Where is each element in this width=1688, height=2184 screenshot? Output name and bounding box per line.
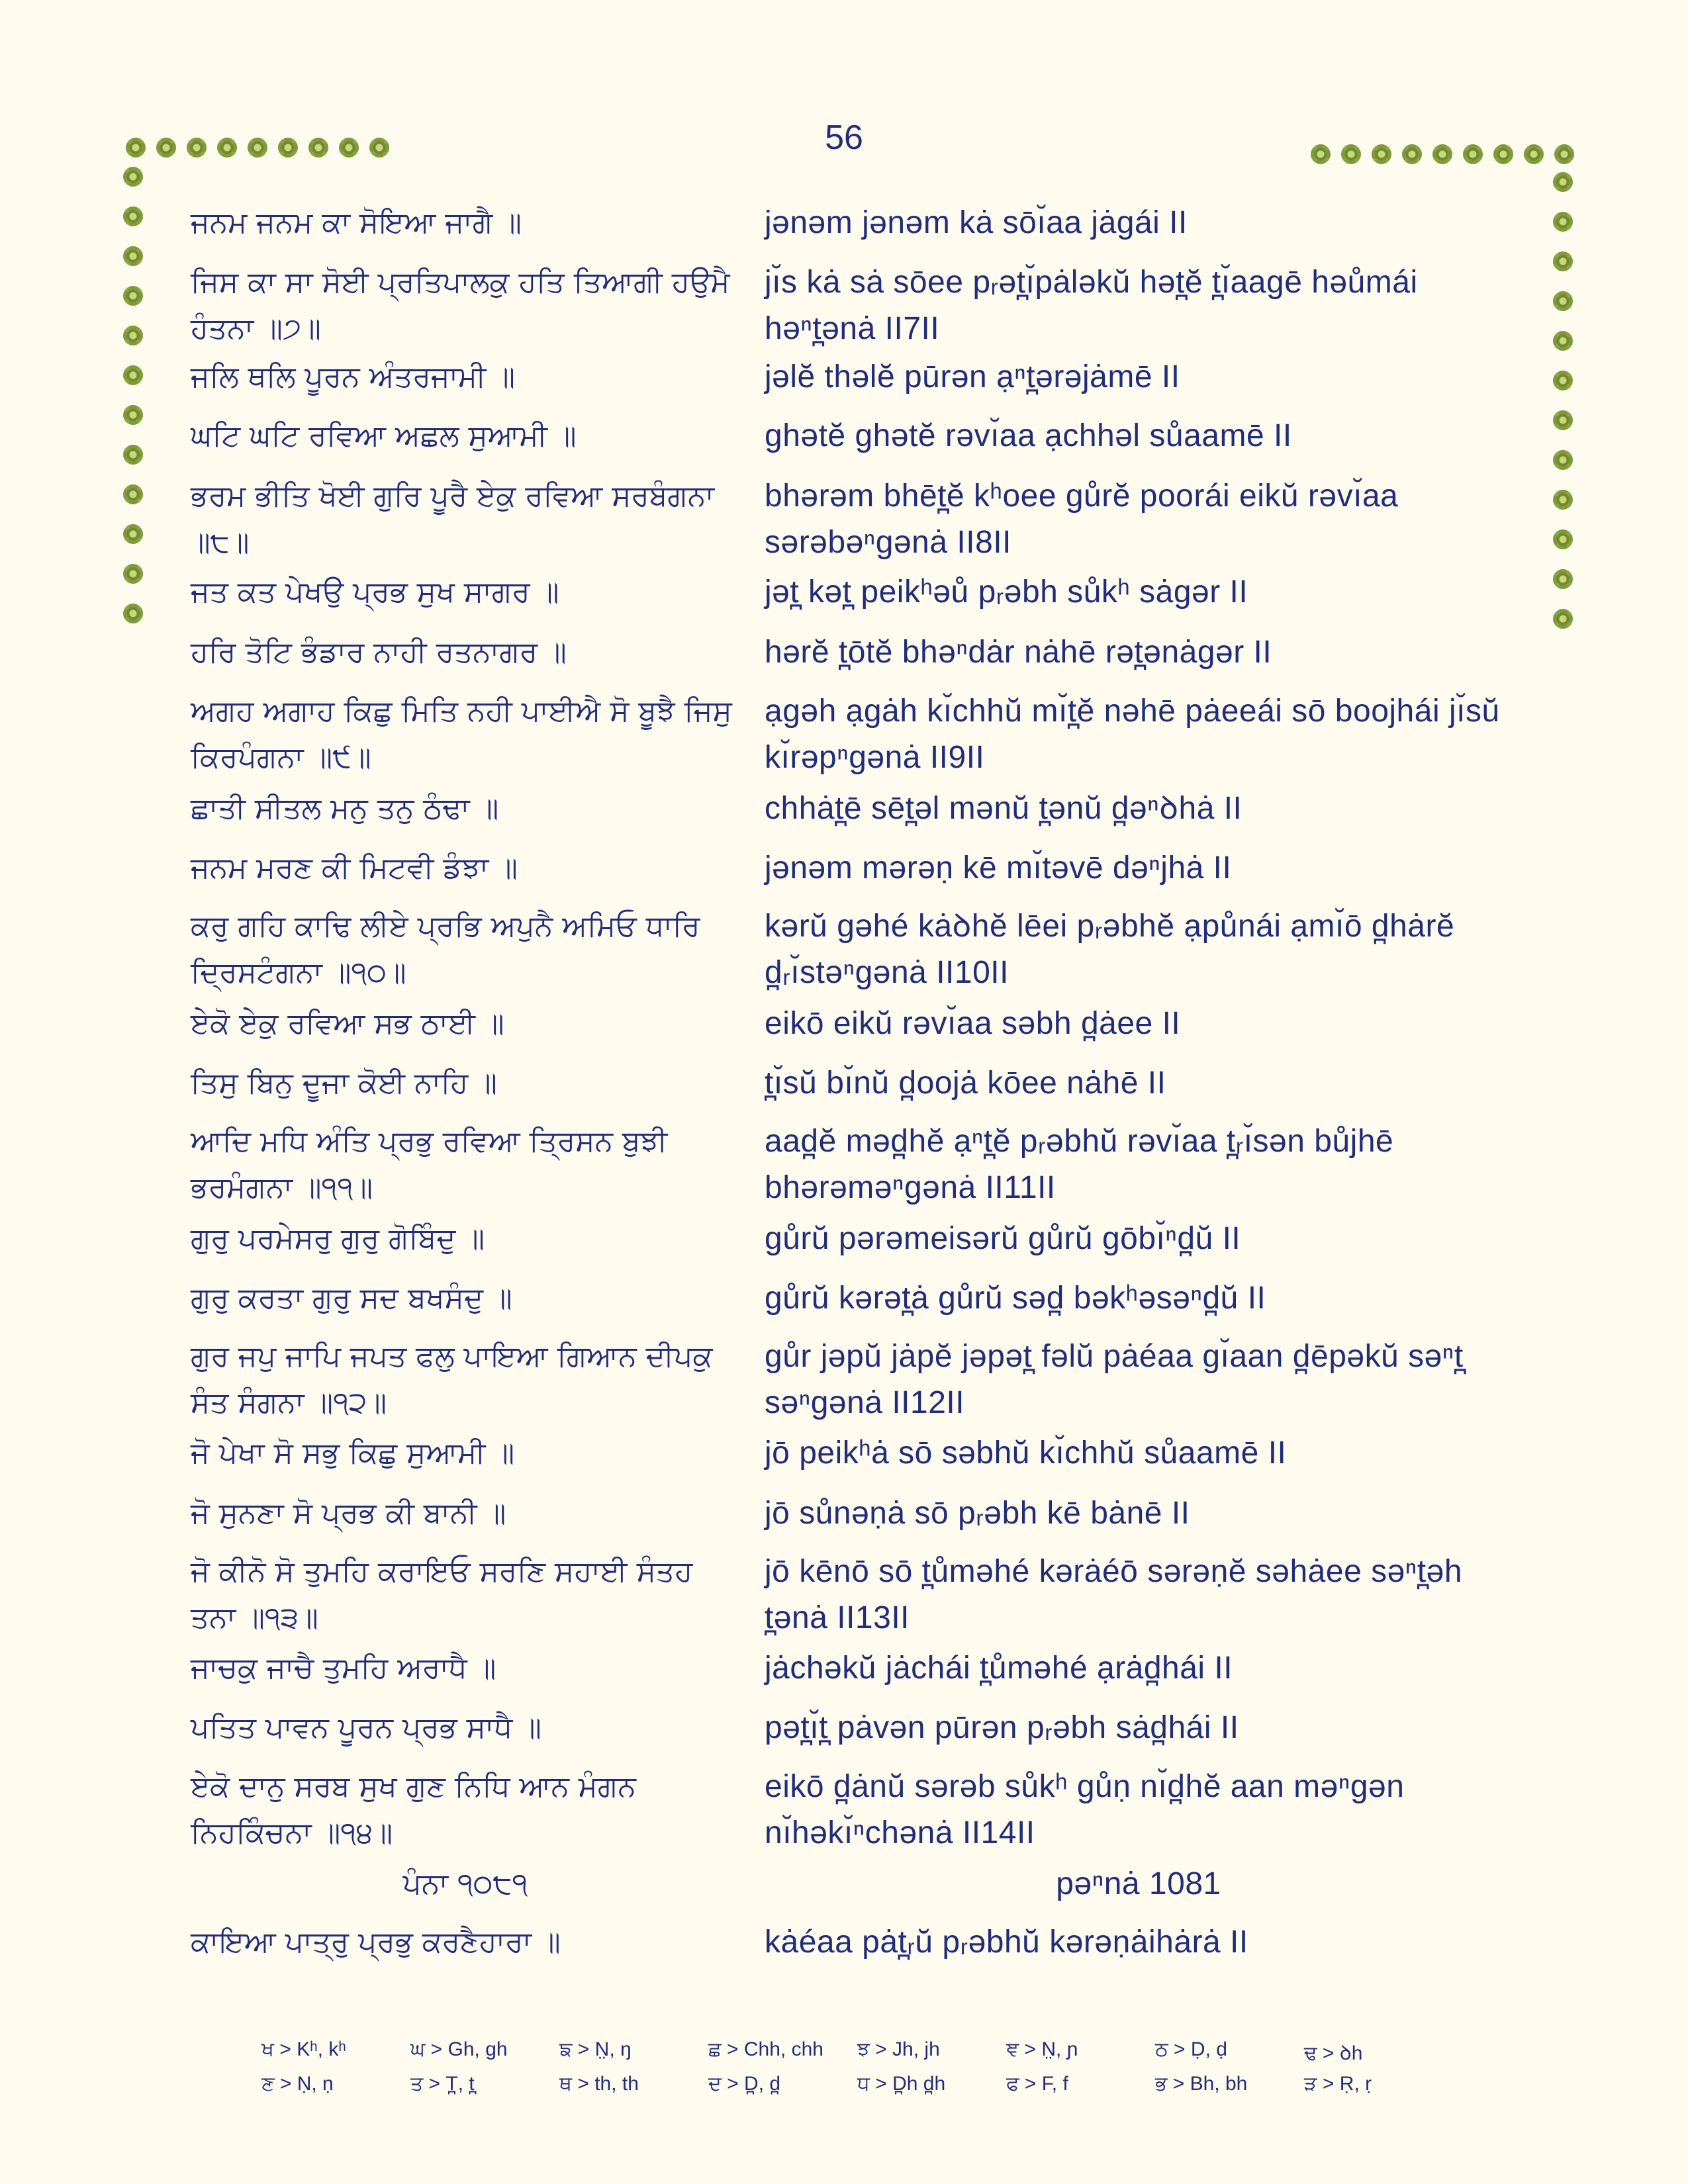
flower-ornament-icon bbox=[1341, 144, 1361, 164]
gurmukhi-text: ਆਦਿ ਮਧਿ ਅੰਤਿ ਪ੍ਰਭੁ ਰਵਿਆ ਤ੍ਰਿਸਨ ਬੁਝੀ ਭਰਮੰਗਨਾ ॥੧੧॥ bbox=[191, 1124, 668, 1205]
flower-ornament-icon bbox=[308, 138, 328, 158]
flower-ornament-icon bbox=[123, 484, 143, 504]
gurmukhi-text: ਘਟਿ ਘਟਿ ਰਵਿਆ ਅਛਲ ਸੁਆਮੀ ॥ bbox=[191, 419, 577, 453]
transliteration-text: jō sůnəṇȧ sō pᵣəbh kē bȧnē II bbox=[765, 1496, 1190, 1531]
transliteration-text: bhərəm bhēt̪ĕ kʰoee gůrĕ poorái eikŭ rəvı̆aa sərəbəⁿgənȧ II8II bbox=[765, 478, 1399, 560]
flower-ornament-icon bbox=[123, 365, 143, 385]
flower-ornament-icon bbox=[123, 405, 143, 425]
flower-ornament-icon bbox=[1553, 291, 1573, 311]
flower-ornament-icon bbox=[123, 524, 143, 544]
transliteration-text: jənəm mərəṇ kē mı̆təvē dəⁿjhȧ II bbox=[765, 850, 1232, 886]
gurmukhi-text: ਪਤਿਤ ਪਾਵਨ ਪੂਰਨ ਪ੍ਰਭ ਸਾਧੈ ॥ bbox=[191, 1711, 541, 1745]
gurmukhi-text: ਕਾਇਆ ਪਾਤ੍ਰੁ ਪ੍ਰਭੁ ਕਰਣੈਹਾਰਾ ॥ bbox=[191, 1925, 561, 1959]
gurmukhi-text: ਛਾਤੀ ਸੀਤਲ ਮਨੁ ਤਨੁ ਠੰਢਾ ॥ bbox=[191, 792, 499, 825]
gurmukhi-text: ਕਰੁ ਗਹਿ ਕਾਢਿ ਲੀਏ ਪ੍ਰਭਿ ਅਪੁਨੈ ਅਮਿਓ ਧਾਰਿ ਦ੍ਰਿਸਟੰਗਨਾ ॥੧੦॥ bbox=[191, 909, 700, 989]
gurmukhi-text: ਪੰਨਾ ੧੦੮੧ bbox=[402, 1867, 528, 1901]
flower-ornament-icon bbox=[123, 206, 143, 226]
legend-item: ਣ > Ṇ, ṇ bbox=[261, 2073, 334, 2095]
transliteration-text: gůrŭ kərət̪ȧ gůrŭ səd̪ bəkʰəsəⁿd̪ŭ II bbox=[765, 1281, 1266, 1316]
transliteration-text: ạgəh ạgȧh kı̆chhŭ mı̆t̪ĕ nəhē pȧeeái sō boojhái jı̆sŭ kı̆rəpⁿgənȧ II9II bbox=[765, 694, 1500, 775]
transliteration-text: pət̪ı̆t̪ pȧvən pūrən pᵣəbh sȧd̪hái II bbox=[765, 1710, 1239, 1745]
flower-ornament-icon bbox=[1402, 144, 1422, 164]
transliteration-text: jō peikʰȧ sō səbhŭ kı̆chhŭ sůaamē II bbox=[765, 1435, 1287, 1471]
legend-item: ਙ > N̤, ŋ bbox=[559, 2038, 632, 2060]
legend-item: ਭ > Bh, bh bbox=[1155, 2073, 1248, 2095]
legend-item: ਫ > F, f bbox=[1006, 2073, 1068, 2095]
gurmukhi-text: ਗੁਰ ਜਪੁ ਜਾਪਿ ਜਪਤ ਫਲੁ ਪਾਇਆ ਗਿਆਨ ਦੀਪਕੁ ਸੰਤ ਸੰਗਨਾ ॥੧੨॥ bbox=[191, 1340, 713, 1420]
flower-ornament-icon bbox=[123, 445, 143, 465]
flower-ornament-icon bbox=[123, 246, 143, 266]
transliteration-text: chhȧt̪ē sēt̪əl mənŭ t̪ənŭ d̪əⁿꝺhȧ II bbox=[765, 791, 1243, 826]
flower-ornament-icon bbox=[1372, 144, 1391, 164]
flower-ornament-icon bbox=[1553, 212, 1573, 232]
flower-border-top-left bbox=[126, 138, 389, 158]
legend-item: ਞ > N̤, ɲ bbox=[1006, 2038, 1078, 2060]
legend-item: ੜ > Ṛ, ṛ bbox=[1304, 2073, 1372, 2095]
gurmukhi-text: ਜੋ ਪੇਖਾ ਸੋ ਸਭੁ ਕਿਛੁ ਸੁਆਮੀ ॥ bbox=[191, 1436, 515, 1470]
flower-ornament-icon bbox=[1553, 490, 1573, 510]
gurmukhi-text: ਗੁਰੁ ਕਰਤਾ ਗੁਰੁ ਸਦ ਬਖਸੰਦੁ ॥ bbox=[191, 1281, 512, 1315]
flower-ornament-icon bbox=[1311, 144, 1331, 164]
flower-border-top-right bbox=[1311, 144, 1574, 164]
flower-ornament-icon bbox=[123, 604, 143, 623]
gurmukhi-text: ਜੋ ਸੁਨਣਾ ਸੋ ਪ੍ਰਭ ਕੀ ਬਾਨੀ ॥ bbox=[191, 1496, 506, 1530]
flower-ornament-icon bbox=[1553, 529, 1573, 549]
transliteration-text: pəⁿnȧ 1081 bbox=[1056, 1866, 1221, 1901]
flower-ornament-icon bbox=[1432, 144, 1452, 164]
legend-item: ਖ > Kʰ, kʰ bbox=[261, 2038, 346, 2060]
transliteration-text: t̪ı̆sŭ bı̆nŭ d̪oojȧ kōee nȧhē II bbox=[765, 1066, 1166, 1101]
gurmukhi-text: ਜਨਮ ਜਨਮ ਕਾ ਸੋਇਆ ਜਾਗੈ ॥ bbox=[191, 206, 522, 240]
legend-item: ਛ > Chh, chh bbox=[708, 2038, 823, 2060]
gurmukhi-text: ਜਾਚਕੁ ਜਾਚੈ ਤੁਮਹਿ ਅਰਾਧੈ ॥ bbox=[191, 1651, 496, 1685]
gurmukhi-text: ਭਰਮ ਭੀਤਿ ਖੋਈ ਗੁਰਿ ਪੂਰੈ ਏਕੁ ਰਵਿਆ ਸਰਬੰਗਨਾ ॥੮॥ bbox=[191, 479, 714, 559]
flower-ornament-icon bbox=[187, 138, 207, 158]
flower-ornament-icon bbox=[1554, 144, 1574, 164]
flower-ornament-icon bbox=[123, 167, 143, 187]
legend-row bbox=[261, 2038, 1453, 2073]
flower-ornament-icon bbox=[1463, 144, 1483, 164]
gurmukhi-text: ਜਤ ਕਤ ਪੇਖਉ ਪ੍ਰਭ ਸੁਖ ਸਾਗਰ ॥ bbox=[191, 575, 559, 609]
legend-item: ਤ > T̪, t̪ bbox=[410, 2073, 475, 2095]
legend-item: ਘ > Gh, gh bbox=[410, 2038, 508, 2060]
transliteration-text: jō kēnō sō t̪ůməhé kərȧéō sərəṇĕ səhȧee səⁿt̪əh t̪ənȧ II13II bbox=[765, 1554, 1463, 1635]
flower-ornament-icon bbox=[339, 138, 359, 158]
flower-ornament-icon bbox=[126, 138, 146, 158]
gurmukhi-text: ਜਲਿ ਥਲਿ ਪੂਰਨ ਅੰਤਰਜਾਮੀ ॥ bbox=[191, 360, 516, 394]
gurmukhi-text: ਜੋ ਕੀਨੋ ਸੋ ਤੁਮਹਿ ਕਰਾਇਓ ਸਰਣਿ ਸਹਾਈ ਸੰਤਹ ਤਨਾ ॥੧੩॥ bbox=[191, 1555, 693, 1635]
flower-ornament-icon bbox=[278, 138, 298, 158]
transliteration-text: jəlĕ thəlĕ pūrən ạⁿt̪ərəjȧmē II bbox=[765, 359, 1180, 394]
transliteration-text: kərŭ gəhé kȧꝺhĕ lēei pᵣəbhĕ ạpůnái ạmı̆ō d̪hȧrĕ d̪ᵣı̆stəⁿgənȧ II10II bbox=[765, 909, 1455, 990]
legend-item: ਥ > th, th bbox=[559, 2073, 639, 2095]
transliteration-text: ghətĕ ghətĕ rəvı̆aa ạchhəl sůaamē II bbox=[765, 418, 1292, 453]
legend-item: ਠ > Ḍ, ḍ bbox=[1155, 2038, 1227, 2060]
flower-border-right bbox=[1553, 172, 1573, 629]
legend-item: ਢ > ꝺh bbox=[1304, 2042, 1363, 2064]
flower-ornament-icon bbox=[1553, 569, 1573, 589]
gurmukhi-text: ਏਕੋ ਦਾਨੁ ਸਰਬ ਸੁਖ ਗੁਣ ਨਿਧਿ ਆਨ ਮੰਗਨ ਨਿਹਕਿੰਚਨਾ ॥੧੪॥ bbox=[191, 1770, 636, 1850]
gurmukhi-text: ਅਗਹ ਅਗਾਹ ਕਿਛੁ ਮਿਤਿ ਨਹੀ ਪਾਈਐ ਸੋ ਬੂਝੈ ਜਿਸੁ ਕਿਰਪੰਗਨਾ ॥੯॥ bbox=[191, 694, 732, 774]
gurmukhi-text: ਤਿਸੁ ਬਿਨੁ ਦੂਜਾ ਕੋਈ ਨਾਹਿ ॥ bbox=[191, 1066, 497, 1100]
flower-ornament-icon bbox=[1553, 609, 1573, 629]
flower-ornament-icon bbox=[1553, 251, 1573, 271]
flower-ornament-icon bbox=[369, 138, 389, 158]
transliteration-legend bbox=[261, 2038, 1453, 2107]
flower-ornament-icon bbox=[248, 138, 267, 158]
transliteration-text: gůrŭ pərəmeisərŭ gůrŭ gōbı̆ⁿd̪ŭ II bbox=[765, 1221, 1241, 1256]
gurmukhi-text: ਏਕੋ ਏਕੁ ਰਵਿਆ ਸਭ ਠਾਈ ॥ bbox=[191, 1007, 504, 1040]
transliteration-text: kȧéaa pȧt̪ᵣŭ pᵣəbhŭ kərəṇȧihȧrȧ II bbox=[765, 1925, 1248, 1960]
transliteration-text: hərĕ t̪ōtĕ bhəⁿdȧr nȧhē rət̪ənȧgər II bbox=[765, 635, 1272, 670]
transliteration-text: jȧchəkŭ jȧchái t̪ůməhé ạrȧd̪hái II bbox=[765, 1651, 1233, 1686]
flower-ornament-icon bbox=[123, 326, 143, 345]
legend-item: ਧ > D̪h d̪h bbox=[857, 2073, 946, 2095]
transliteration-text: eikō d̪ȧnŭ sərəb sůkʰ gůṇ nı̆d̪hĕ aan məⁿgən nı̆həkı̆ⁿchənȧ II14II bbox=[765, 1769, 1405, 1850]
flower-ornament-icon bbox=[1524, 144, 1544, 164]
page-number: 56 bbox=[825, 118, 863, 157]
gurmukhi-text: ਜਨਮ ਮਰਣ ਕੀ ਮਿਟਵੀ ਡੰਝਾ ॥ bbox=[191, 851, 518, 885]
flower-border-left bbox=[123, 167, 143, 623]
transliteration-text: jənəm jənəm kȧ sōı̆aa jȧgái II bbox=[765, 205, 1188, 240]
flower-ornament-icon bbox=[1553, 410, 1573, 430]
transliteration-text: jı̆s kȧ sȧ sōee pᵣət̪ı̆pȧləkŭ hət̪ĕ t̪ı̆aagē həůmái həⁿt̪ənȧ II7II bbox=[765, 265, 1418, 346]
legend-row bbox=[261, 2073, 1453, 2107]
legend-item: ਝ > Jh, jh bbox=[857, 2038, 940, 2060]
gurmukhi-text: ਜਿਸ ਕਾ ਸਾ ਸੋਈ ਪ੍ਰਤਿਪਾਲਕੁ ਹਤਿ ਤਿਆਗੀ ਹਉਮੈ ਹੰਤਨਾ ॥੭॥ bbox=[191, 265, 730, 345]
flower-ornament-icon bbox=[1553, 371, 1573, 390]
flower-ornament-icon bbox=[1493, 144, 1513, 164]
flower-ornament-icon bbox=[1553, 450, 1573, 470]
flower-ornament-icon bbox=[1553, 172, 1573, 192]
transliteration-text: aad̪ĕ məd̪hĕ ạⁿt̪ĕ pᵣəbhŭ rəvı̆aa t̪ᵣı̆sən bůjhē bhərəməⁿgənȧ II11II bbox=[765, 1124, 1394, 1205]
flower-ornament-icon bbox=[123, 564, 143, 584]
gurmukhi-text: ਗੁਰੁ ਪਰਮੇਸਰੁ ਗੁਰੁ ਗੋਬਿੰਦੁ ॥ bbox=[191, 1222, 485, 1255]
transliteration-text: eikō eikŭ rəvı̆aa səbh d̪ȧee II bbox=[765, 1006, 1181, 1041]
flower-ornament-icon bbox=[217, 138, 237, 158]
transliteration-text: gůr jəpŭ jȧpĕ jəpət̪ fəlŭ pȧéaa gı̆aan d̪ēpəkŭ səⁿt̪ səⁿgənȧ II12II bbox=[765, 1339, 1464, 1420]
flower-ornament-icon bbox=[123, 286, 143, 306]
flower-ornament-icon bbox=[156, 138, 176, 158]
gurmukhi-text: ਹਰਿ ਤੋਟਿ ਭੰਡਾਰ ਨਾਹੀ ਰਤਨਾਗਰ ॥ bbox=[191, 635, 567, 669]
legend-item: ਦ > D̪, d̪ bbox=[708, 2073, 781, 2095]
flower-ornament-icon bbox=[1553, 331, 1573, 351]
transliteration-text: jət̪ kət̪ peikʰəů pᵣəbh sůkʰ sȧgər II bbox=[765, 574, 1248, 610]
